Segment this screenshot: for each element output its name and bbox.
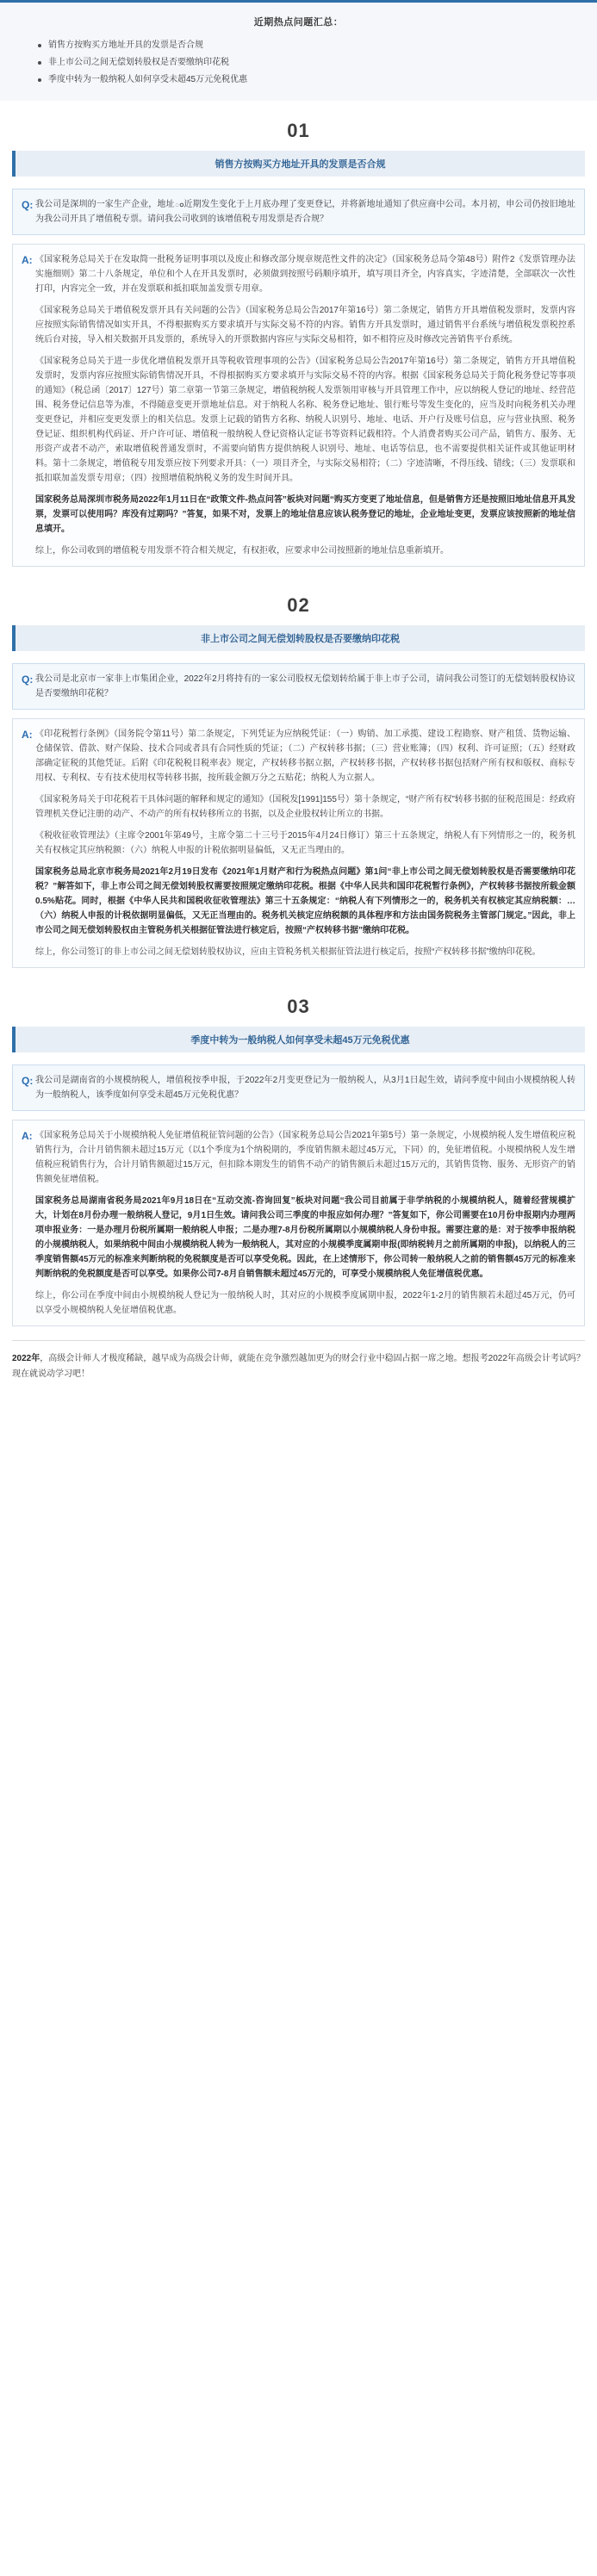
list-item: 非上市公司之间无偿划转股权是否要缴纳印花税 xyxy=(38,54,581,71)
paragraph: 综上，你公司收到的增值税专用发票不符合相关规定，有权拒收，应要求申公司按照新的地址信息重新填开。 xyxy=(35,546,449,556)
paragraph: 国家税务总局北京市税务局2021年2月19日发布《2021年1月财产和行为税热点问题》第1问“非上市公司之间无偿划转股权是否需要缴纳印花税？”解答如下，非上市公司之间无偿划转股权需要按照规定缴纳印花税。根据《中华人民共和国印花税暂行条例》，产权转移书据按所载金额0.5%贴花。同时，根据《中华人民共和国税收征收管理法》第三十五条规定：“纳税人有下列情形之一的，税务机关有权核定其应纳税额：…（六）纳税人申报的计税依据明显偏低，又无正当理由的。税务机关核定应纳税额的具体程序和方法由国务院税务主管部门规定。”因此，非上市公司之间无偿划转股权由主管税务机关根据征管法进行核定后，按照“产权转移书据”缴纳印花税。 xyxy=(35,867,575,935)
paragraph: 综上，你公司在季度中间由小规模纳税人登记为一般纳税人时，其对应的小规模季度属期申报，2022年1-2月的销售额若未超过45万元，仍可以享受小规模纳税人免征增值税优惠。 xyxy=(35,1291,575,1315)
paragraph: 国家税务总局深圳市税务局2022年1月11日在“政策文件-热点问答”板块对问题“购买方变更了地址信息，但是销售方还是按照旧地址信息开具发票，发票可以使用吗？库没有过期吗？”答复，如果不对，发票上的地址信息应该认税务登记的地址，企业地址变更，发票应该按照新的地址信息填开。 xyxy=(35,495,575,534)
paragraph: 国家税务总局湖南省税务局2021年9月18日在“互动交流-咨询回复”板块对问题“我公司目前属于非学纳税的小规模纳税人，随着经营规模扩大，计划在8月份办理一般纳税人登记，9月1日生效。请问我公司三季度的申报应如何办理？”答复如下，你公司需要在10月份申报期内办理两项申报业务：一是办理月份税所属期一般纳税人申报；二是办理7-8月份税所属期以小规模纳税人身份申报。需要注意的是：对于按季申报纳税的小规模纳税人，如果纳税中间由小规模纳税人转为一般纳税人，其对应的小规模季度属期申报(即纳税转月之前所属期的申报)，以纳税人的三季度销售额45万元的标准来判断纳税的免税额度是否可以享受免税。因此，在上述情形下，你公司转一般纳税人之前的销售额45万元的标准来判断纳税的免税额度是否可以享受。如果你公司7-8月自销售额未超过45万元的，可享受小规模纳税人免征增值税优惠。 xyxy=(35,1196,575,1279)
footer-lead: 2022年 xyxy=(12,1354,40,1363)
summary-box xyxy=(0,0,597,101)
paragraph: 《印花税暂行条例》（国务院令第11号）第二条规定，下列凭证为应纳税凭证：（一）购销、加工承揽、建设工程勘察、财产租赁、货物运输、仓储保管、借款、财产保险、技术合同或者具有合同性质的凭证；（二）产权转移书据；（三）营业账簿；（四）权利、许可证照；（五）经财政部确定征税的其他凭证。后附《印花税税目税率表》规定，产权转移书据立据，产权转移书据，产权转移书据包括财产所有权和版权、商标专用权、专利权、专有技术使用权等转移书据，按所载金额万分之五贴花；纳税人为立据人。 xyxy=(35,729,575,783)
question-tag: Q: xyxy=(22,673,34,686)
section-number: 01 xyxy=(287,120,310,141)
section-number: 02 xyxy=(287,594,310,616)
paragraph: 《国家税务局关于印花税若干具体问题的解释和规定的通知》（国税发[1991]155号）第十条规定，“财产所有权”转移书据的征税范围是：经政府管理机关登记注册的动产、不动产的所有权转移所立的书据，以及企业股权转让所立的书据。 xyxy=(35,795,575,819)
answer-row xyxy=(12,1120,585,1326)
question-body xyxy=(35,197,575,227)
paragraph: 《国家税务总局关于在发取简一批税务证明事项以及废止和修改部分规章规范性文件的决定》（国家税务总局令第48号）附件2《发票管理办法实施细则》第二十八条规定，单位和个人在开具发票时，必须做到按照号码顺序填开，填写项目齐全，内容真实，字迹清楚，全部联次一次性打印，内容完全一致，并在发票联和抵扣联加盖发票专用章。 xyxy=(35,255,575,294)
answer-tag: A: xyxy=(22,254,33,266)
qa-block-2 xyxy=(0,663,597,968)
list-item: 销售方按购买方地址开具的发票是否合规 xyxy=(38,37,581,54)
paragraph: 《税收征收管理法》（主席令2001年第49号，主席令第二十三号于2015年4月24日修订）第三十五条规定，纳税人有下列情形之一的，税务机关有权核定其应纳税额：（六）纳税人申报的计税依据明显偏低，又无正当理由的。 xyxy=(35,831,575,855)
qa-block-3 xyxy=(0,1065,597,1326)
question-tag: Q: xyxy=(22,199,34,211)
section-number-wrap-2 xyxy=(0,575,597,618)
paragraph: 我公司是深圳的一家生产企业，地址ం近期发生变化于上月底办理了变更登记，并将新地址通知了供应商中公司。本月初，申公司仍按旧地址为我公司开具了增值税专票。请问我公司收到的该增值税专用发票是否合规？ xyxy=(35,200,575,224)
answer-body xyxy=(35,252,575,558)
qa-block-1 xyxy=(0,189,597,567)
paragraph: 我公司是湖南省的小规模纳税人，增值税按季申报，于2022年2月变更登记为一般纳税人，从3月1日起生效，请问季度中间由小规模纳税人转为一般纳税人，该季度如何享受未超45万元免税优惠？ xyxy=(35,1076,575,1100)
answer-body xyxy=(35,727,575,959)
footer-text: ，高级会计师人才极度稀缺，越早成为高级会计师，就能在竞争激烈越加更为的财会行业中稳固占据一席之地。想报考2022年高级会计考试吗？现在就说动学习吧！ xyxy=(12,1354,585,1379)
answer-row xyxy=(12,244,585,567)
section-number-wrap-1 xyxy=(0,101,597,144)
paragraph: 《国家税务总局关于进一步优化增值税发票开具等税收管理事项的公告》（国家税务总局公告2017年第16号）第二条规定，销售方开具增值税发票时，发票内容应按照实际销售情况开具，不得根据购买方要求填开与实际交易不符的内容。根据《国家税务总局关于简化税务登记等事项的通知》（税总函〔2017〕127号）第二章第一节第三条规定，增值税纳税人发票领用审核与开具管理工作中，应以纳税人登记的地址、经营范围、税务登记信息等为准，不得随意变更开票地址信息。对于纳税人名称、税务登记地址、银行账号等发生变化的，应当及时向税务机关办理变更登记，并相应变更发票上的相关信息。发票上记载的销售方名称、纳税人识别号、地址、电话、开户行及账号信息，应与营业执照、税务登记证、组织机构代码证、开户许可证、增值税一般纳税人登记资格认定证书等资料记载相符。个人消费者购买公司产品，销售方、服务、无形资产或者不动产，索取增值税普通发票时，不需要向销售方提供纳税人识别号、地址、电话等信息，也不需要提供相关证件或其他证明材料。第十二条规定，增值税专用发票应按下列要求开具：（一）项目齐全，与实际交易相符；（二）字迹清晰，不得压线、错线；（三）发票联和抵扣联加盖发票专用章；（四）按照增值税纳税义务的发生时间开具。 xyxy=(35,357,575,483)
section-title-1: 销售方按购买方地址开具的发票是否合规 xyxy=(12,151,585,177)
question-tag: Q: xyxy=(22,1075,34,1087)
section-title-2: 非上市公司之间无偿划转股权是否要缴纳印花税 xyxy=(12,625,585,651)
list-item: 季度中转为一般纳税人如何享受未超45万元免税优惠 xyxy=(38,71,581,89)
paragraph: 我公司是北京市一家非上市集团企业，2022年2月将持有的一家公司股权无偿划转给属于非上市子公司，请问我公司签订的无偿划转股权协议是否要缴纳印花税？ xyxy=(35,674,575,698)
section-number-wrap-3 xyxy=(0,977,597,1020)
question-body xyxy=(35,1073,575,1102)
footer-promo xyxy=(12,1340,585,1382)
question-row xyxy=(12,1065,585,1111)
paragraph: 《国家税务总局关于小规模纳税人免征增值税征管问题的公告》（国家税务总局公告2021年第5号）第一条规定，小规模纳税人发生增值税应税销售行为，合计月销售额未超过15万元（以1个季度为1个纳税期的，季度销售额未超过45万元，下同）的，免征增值税。小规模纳税人发生增值税应税销售行为，合计月销售额超过15万元，但扣除本期发生的销售不动产的销售额后未超过15万元的，其销售货物、服务、无形资产的销售额免征增值税。 xyxy=(35,1131,575,1184)
answer-tag: A: xyxy=(22,729,33,741)
summary-list xyxy=(12,37,585,89)
paragraph: 综上，你公司签订的非上市公司之间无偿划转股权协议，应由主管税务机关根据征管法进行核定后，按照“产权转移书据”缴纳印花税。 xyxy=(35,947,541,957)
question-row xyxy=(12,189,585,235)
section-number: 03 xyxy=(287,996,310,1017)
question-body xyxy=(35,672,575,701)
answer-tag: A: xyxy=(22,1130,33,1142)
question-row xyxy=(12,663,585,710)
summary-title: 近期热点问题汇总： xyxy=(253,17,344,28)
paragraph: 《国家税务总局关于增值税发票开具有关问题的公告》（国家税务总局公告2017年第16号）第二条规定，销售方开具增值税发票时，发票内容应按照实际销售情况如实开具，不得根据购买方要求填开与实际交易不符的内容。销售方开具发票时，通过销售平台系统与增值税发票税控系统后台对接，导入相关数据开具发票的，系统导入的开票数据内容应与实际交易相符，如不相符应及时修改完善销售平台系统。 xyxy=(35,306,575,345)
answer-body xyxy=(35,1128,575,1318)
answer-row xyxy=(12,718,585,968)
section-title-3: 季度中转为一般纳税人如何享受未超45万元免税优惠 xyxy=(12,1027,585,1052)
